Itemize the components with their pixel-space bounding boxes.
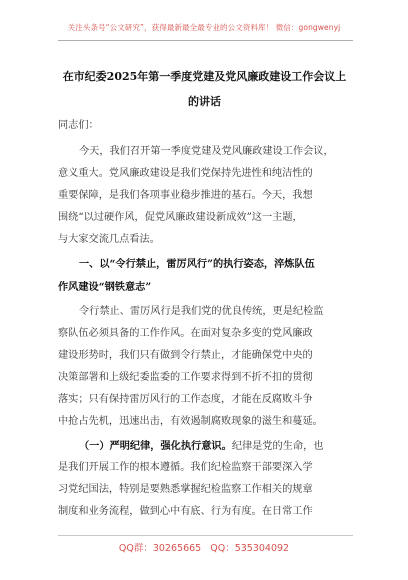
document-title-line-2: 的讲话 bbox=[188, 95, 221, 108]
qq-group-number: QQ群：30265665 bbox=[118, 543, 202, 554]
body-line: 令行禁止、雷厉风行是我们党的优良传统，更是纪检监 bbox=[79, 306, 324, 317]
footer-contact bbox=[0, 540, 408, 554]
salutation: 同志们： bbox=[58, 120, 99, 131]
body-line: 察队伍必须具备的工作作风。在面对复杂多变的党风廉政 bbox=[58, 328, 313, 339]
subsection-label: （一）严明纪律，强化执行意识。 bbox=[79, 440, 232, 452]
body-line: 是我们开展工作的根本遵循。我们纪检监察干部要深入学 bbox=[58, 462, 313, 473]
promo-divider bbox=[58, 40, 353, 41]
footer-divider bbox=[58, 535, 353, 536]
section-heading-line: 作风建设“钢铁意志” bbox=[58, 281, 152, 293]
promo-banner: 关注头条号“公文研究”，获得最新最全最专业的公文资料库！ 微信：gongwenyj bbox=[67, 23, 341, 32]
intro-line: 意义重大。党风廉政建设是我们党保持先进性和纯洁性的 bbox=[58, 168, 313, 179]
body-line: 制度和业务流程，做到心中有底、行为有度。在日常工作 bbox=[58, 506, 313, 517]
intro-line: 与大家交流几点看法。 bbox=[58, 234, 160, 245]
intro-line: 围绕“以过硬作风，促党风廉政建设新成效”这一主题， bbox=[58, 212, 303, 223]
section-heading-line: 一、以“令行禁止，雷厉风行”的执行姿态，淬炼队伍 bbox=[79, 258, 315, 270]
intro-line: 重要保障，是我们各项事业稳步推进的基石。今天，我想 bbox=[58, 190, 313, 201]
body-line: 习党纪国法，特别是要熟悉掌握纪检监察工作相关的规章 bbox=[58, 484, 313, 495]
body-line: 建设形势时，我们只有做到令行禁止，才能确保党中央的 bbox=[58, 350, 313, 361]
body-line: 中抢占先机，迅速出击，有效遏制腐败现象的滋生和蔓延。 bbox=[58, 416, 323, 427]
document-title-line-1: 在市纪委2025年第一季度党建及党风廉政建设工作会议上 bbox=[62, 70, 347, 83]
qq-number: QQ：535304092 bbox=[210, 543, 290, 554]
intro-line: 今天，我们召开第一季度党建及党风廉政建设工作会议， bbox=[79, 146, 334, 157]
body-line: 落实；只有保持雷厉风行的工作态度，才能在反腐败斗争 bbox=[58, 394, 313, 405]
body-line: 决策部署和上级纪委监委的工作要求得到不折不扣的贯彻 bbox=[58, 372, 313, 383]
subsection-text: 纪律是党的生命，也 bbox=[231, 441, 324, 452]
subsection-first-line bbox=[79, 439, 324, 454]
